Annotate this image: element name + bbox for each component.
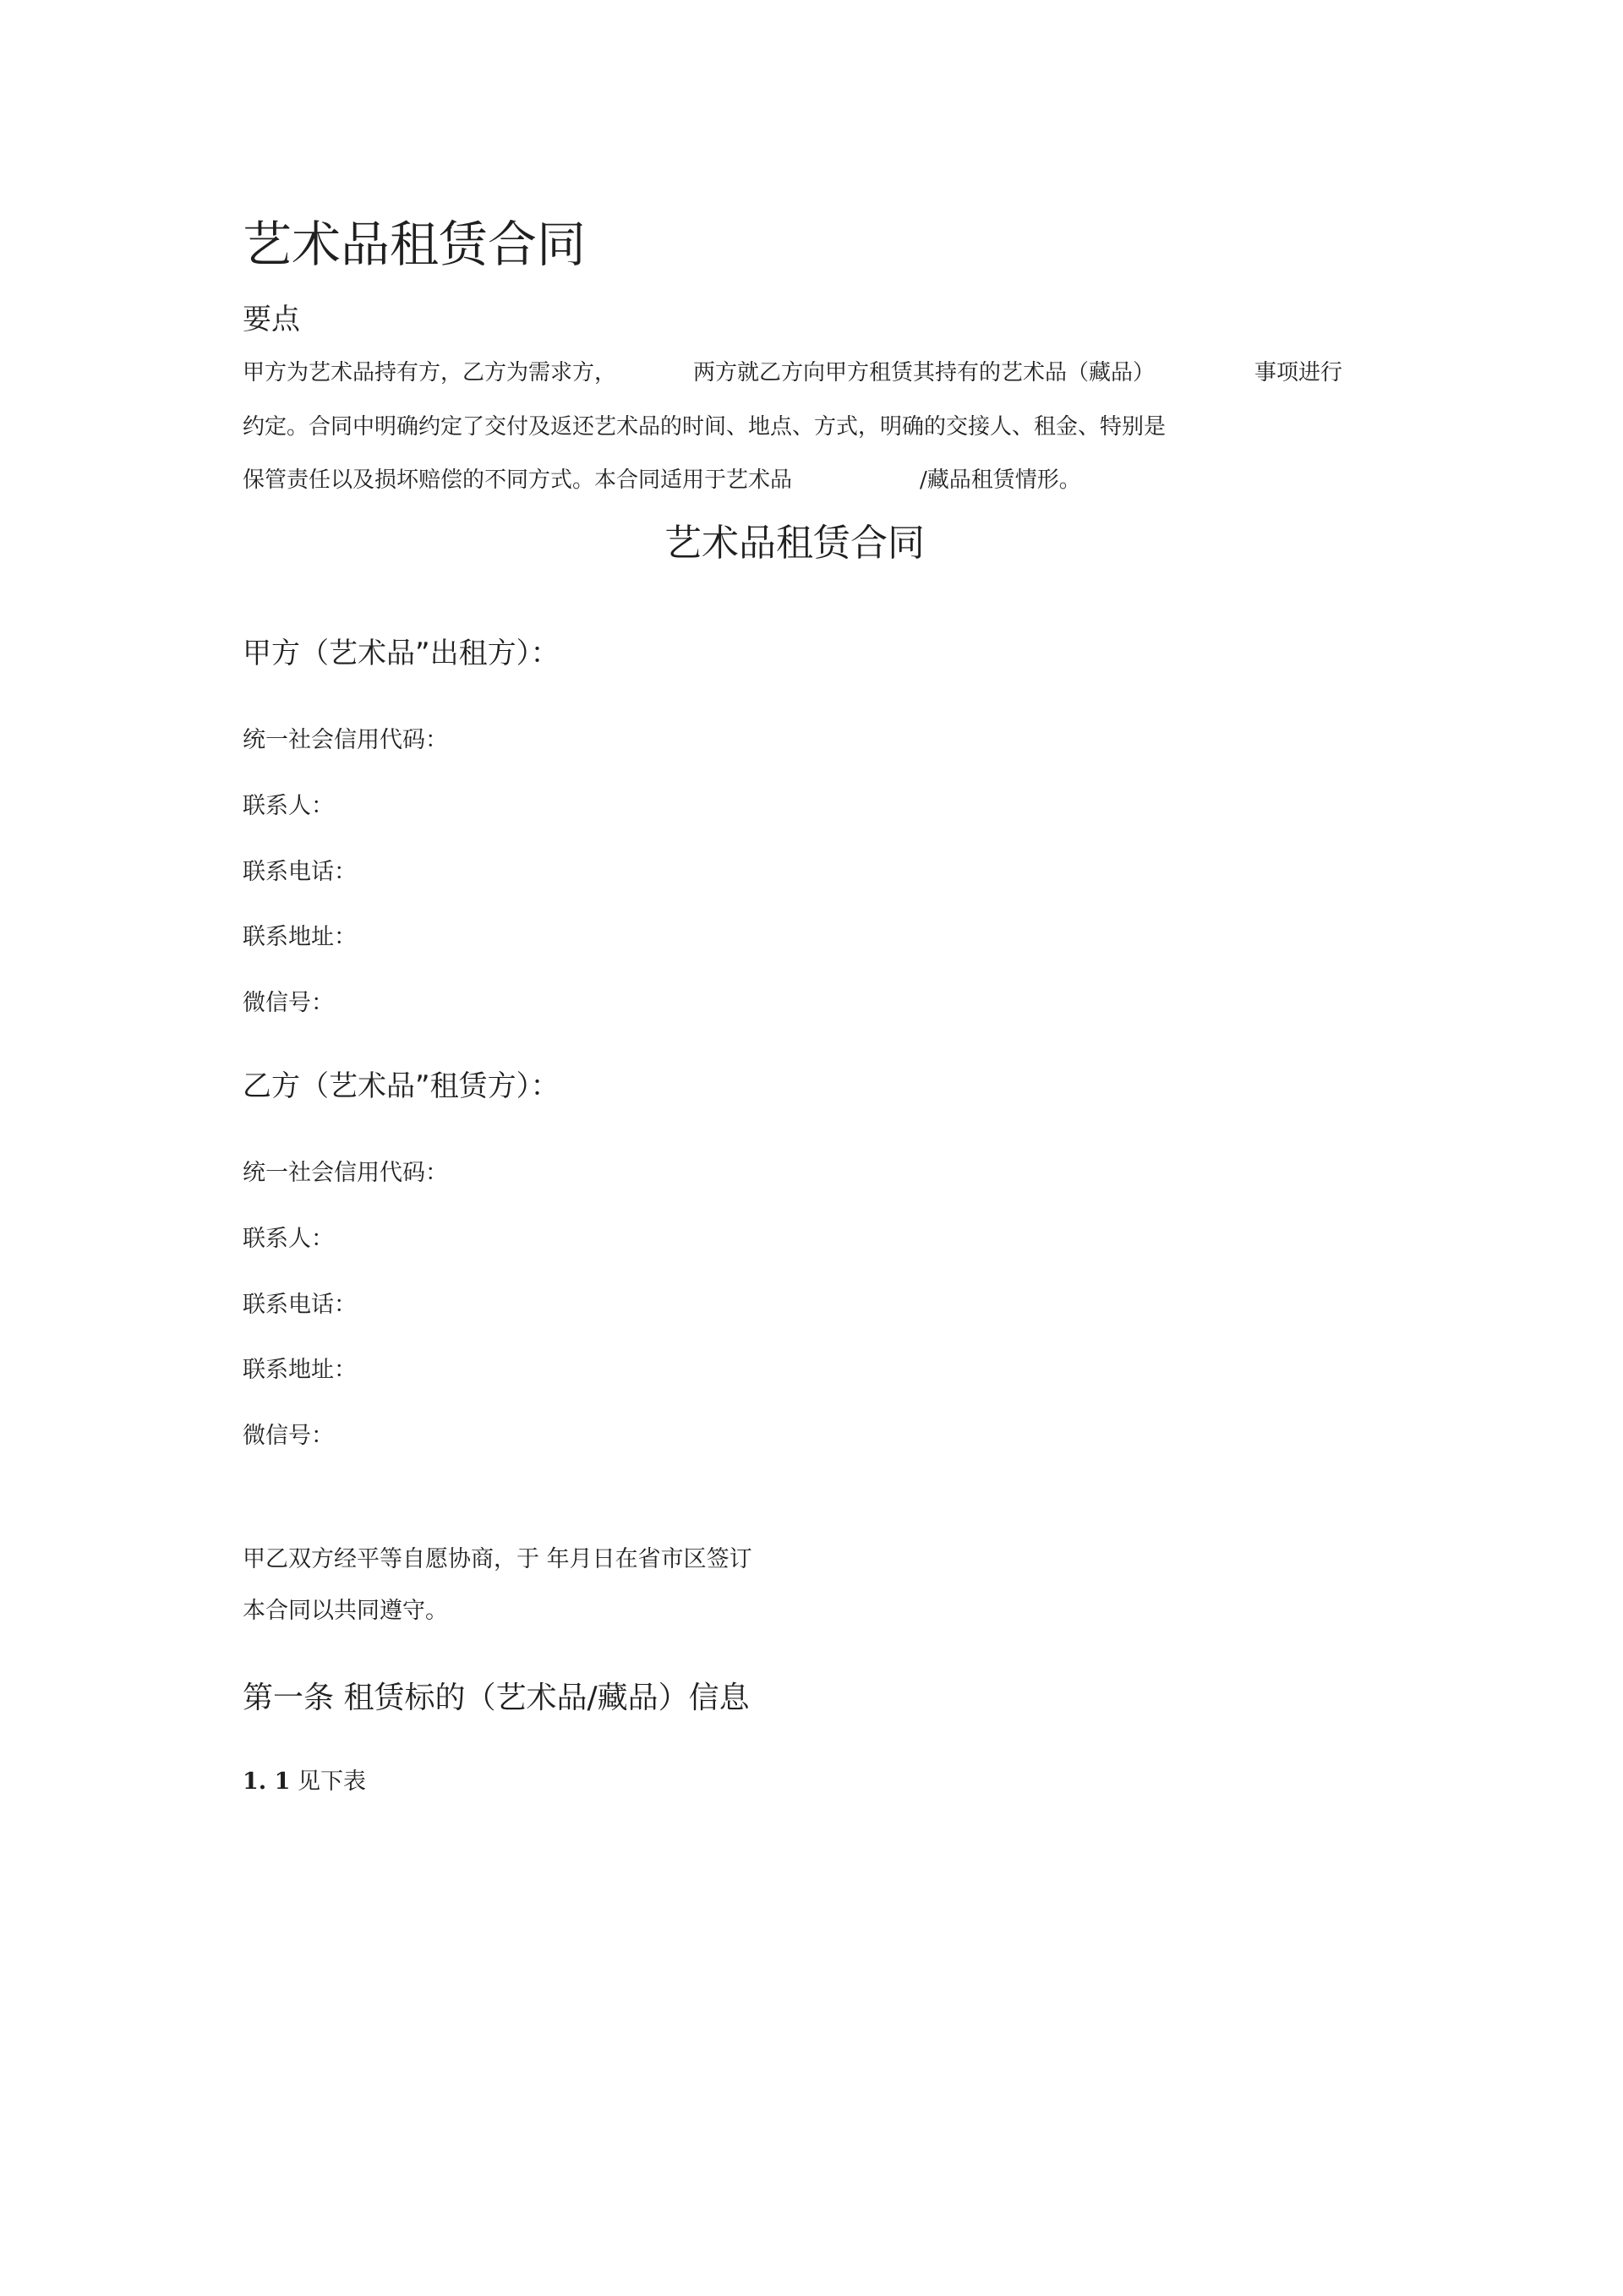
summary-heading: 要点: [243, 303, 300, 336]
party-b-heading: 乙方（艺术品”租赁方）：: [243, 1069, 560, 1103]
summary-line-1a: 甲方为艺术品持有方，乙方为需求方，: [243, 360, 617, 385]
party-a-heading: 甲方（艺术品”出租方）：: [243, 637, 560, 670]
clause-text: 见下表: [297, 1768, 366, 1795]
party-b-phone-label: 联系电话：: [243, 1292, 357, 1318]
agreement-line-1: 甲乙双方经平等自愿协商，于 年月日在省市区签订: [243, 1546, 752, 1572]
clause-1-1: [243, 1767, 366, 1797]
party-a-credit-code-label: 统一社会信用代码：: [243, 727, 448, 753]
party-b-wechat-label: 微信号：: [243, 1423, 334, 1449]
summary-line-3a: 保管责任以及损坏赔偿的不同方式。本合同适用于艺术品: [243, 467, 793, 493]
party-a-wechat-label: 微信号：: [243, 990, 334, 1016]
party-a-phone-label: 联系电话：: [243, 859, 357, 885]
summary-line-3b: /藏品租赁情形。: [920, 467, 1081, 493]
summary-line-2: 约定。合同中明确约定了交付及返还艺术品的时间、地点、方式，明确的交接人、租金、特别是: [243, 414, 1167, 440]
party-b-contact-label: 联系人：: [243, 1226, 334, 1252]
party-b-address-label: 联系地址：: [243, 1357, 357, 1383]
summary-line-1c: 事项进行: [1254, 360, 1343, 385]
article-1-heading: 第一条 租赁标的（艺术品/藏品）信息: [243, 1681, 750, 1715]
contract-title: 艺术品租赁合同: [664, 522, 925, 565]
clause-number: 1. 1: [243, 1768, 291, 1795]
summary-line-1b: 两方就乙方向甲方租赁其持有的艺术品（藏品）: [693, 360, 1156, 385]
party-a-contact-label: 联系人：: [243, 793, 334, 819]
document-title: 艺术品租赁合同: [243, 216, 587, 273]
agreement-line-2: 本合同以共同遵守。: [243, 1598, 448, 1624]
party-a-address-label: 联系地址：: [243, 924, 357, 950]
party-b-credit-code-label: 统一社会信用代码：: [243, 1160, 448, 1186]
